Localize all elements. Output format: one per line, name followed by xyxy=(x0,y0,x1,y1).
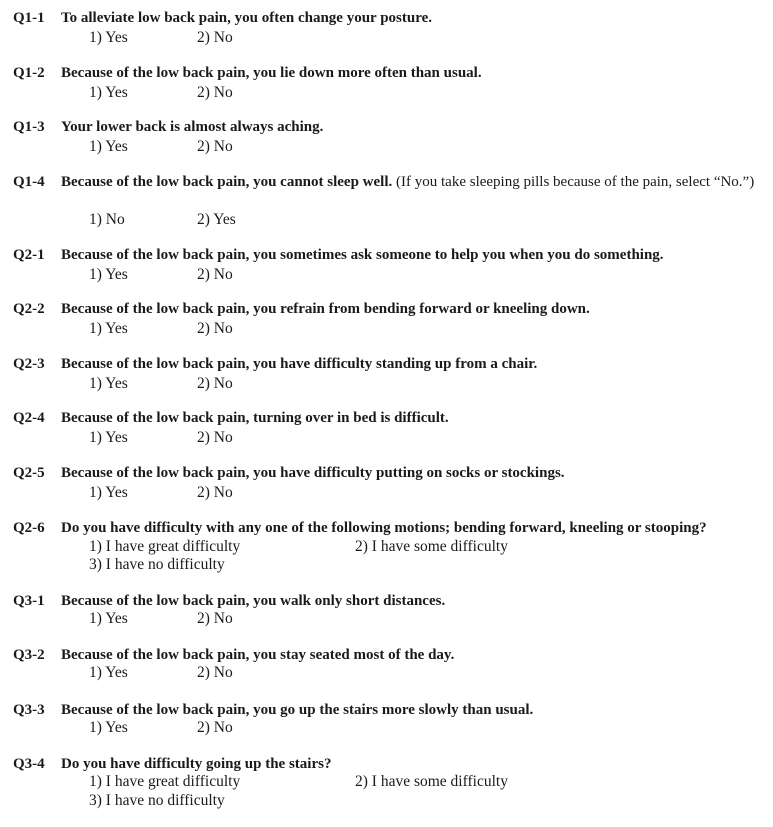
question-text: Because of the low back pain, you refrain from bending forward or kneeling down. xyxy=(61,301,590,317)
answer-option: 2) No xyxy=(197,610,233,627)
answer-option: 2) No xyxy=(197,375,233,392)
question-id: Q3-1 xyxy=(13,593,45,609)
question-id: Q3-2 xyxy=(13,647,45,663)
answer-option: 1) No xyxy=(89,211,125,228)
question-id: Q2-4 xyxy=(13,410,45,426)
question-text: To alleviate low back pain, you often change your posture. xyxy=(61,10,433,26)
answer-option: 1) Yes xyxy=(89,29,128,46)
question-id: Q1-3 xyxy=(13,119,45,135)
question-id: Q2-1 xyxy=(13,247,45,263)
answer-option: 1) Yes xyxy=(89,610,128,627)
answer-option: 2) No xyxy=(197,29,233,46)
answer-option: 1) Yes xyxy=(89,375,128,392)
question-id: Q1-4 xyxy=(13,174,45,190)
answer-option: 1) I have great difficulty xyxy=(89,773,241,790)
answer-option: 2) No xyxy=(197,429,233,446)
question-id: Q2-6 xyxy=(13,520,45,536)
question-text: Because of the low back pain, you lie down more often than usual. xyxy=(61,65,482,81)
question-text: Because of the low back pain, you stay seated most of the day. xyxy=(61,647,455,663)
answer-option: 1) Yes xyxy=(89,320,128,337)
answer-option: 3) I have no difficulty xyxy=(89,556,225,573)
question-text: Because of the low back pain, turning over in bed is difficult. xyxy=(61,410,449,426)
answer-option: 1) Yes xyxy=(89,84,128,101)
answer-option: 2) Yes xyxy=(197,211,236,228)
question-text: Your lower back is almost always aching. xyxy=(61,119,324,135)
answer-option: 2) No xyxy=(197,664,233,681)
question-id: Q2-3 xyxy=(13,356,45,372)
answer-option: 1) Yes xyxy=(89,266,128,283)
question-id: Q2-5 xyxy=(13,465,45,481)
answer-option: 3) I have no difficulty xyxy=(89,792,225,809)
question-text: Because of the low back pain, you cannot sleep well. xyxy=(61,174,393,190)
answer-option: 1) Yes xyxy=(89,429,128,446)
question-id: Q3-4 xyxy=(13,756,45,772)
question-text: Because of the low back pain, you have difficulty standing up from a chair. xyxy=(61,356,538,372)
question-id: Q2-2 xyxy=(13,301,45,317)
question-text: Because of the low back pain, you go up the stairs more slowly than usual. xyxy=(61,702,534,718)
question-text: Because of the low back pain, you sometimes ask someone to help you when you do something. xyxy=(61,247,664,263)
question-note: (If you take sleeping pills because of the pain, select “No.”) xyxy=(392,174,755,190)
question-text: Because of the low back pain, you have difficulty putting on socks or stockings. xyxy=(61,465,565,481)
answer-option: 1) I have great difficulty xyxy=(89,538,241,555)
question-id: Q1-1 xyxy=(13,10,45,26)
answer-option: 2) No xyxy=(197,719,233,736)
answer-option: 2) No xyxy=(197,138,233,155)
answer-option: 1) Yes xyxy=(89,484,128,501)
answer-option: 2) No xyxy=(197,484,233,501)
question-text: Do you have difficulty with any one of the following motions; bending forward, kneeling or stooping? xyxy=(61,520,707,536)
answer-option: 2) I have some difficulty xyxy=(355,538,508,555)
answer-option: 1) Yes xyxy=(89,138,128,155)
question-id: Q1-2 xyxy=(13,65,45,81)
question-text: Because of the low back pain, you walk only short distances. xyxy=(61,593,446,609)
answer-option: 1) Yes xyxy=(89,719,128,736)
question-id: Q3-3 xyxy=(13,702,45,718)
answer-option: 1) Yes xyxy=(89,664,128,681)
question-text: Do you have difficulty going up the stairs? xyxy=(61,756,332,772)
answer-option: 2) No xyxy=(197,84,233,101)
answer-option: 2) I have some difficulty xyxy=(355,773,508,790)
answer-option: 2) No xyxy=(197,320,233,337)
answer-option: 2) No xyxy=(197,266,233,283)
